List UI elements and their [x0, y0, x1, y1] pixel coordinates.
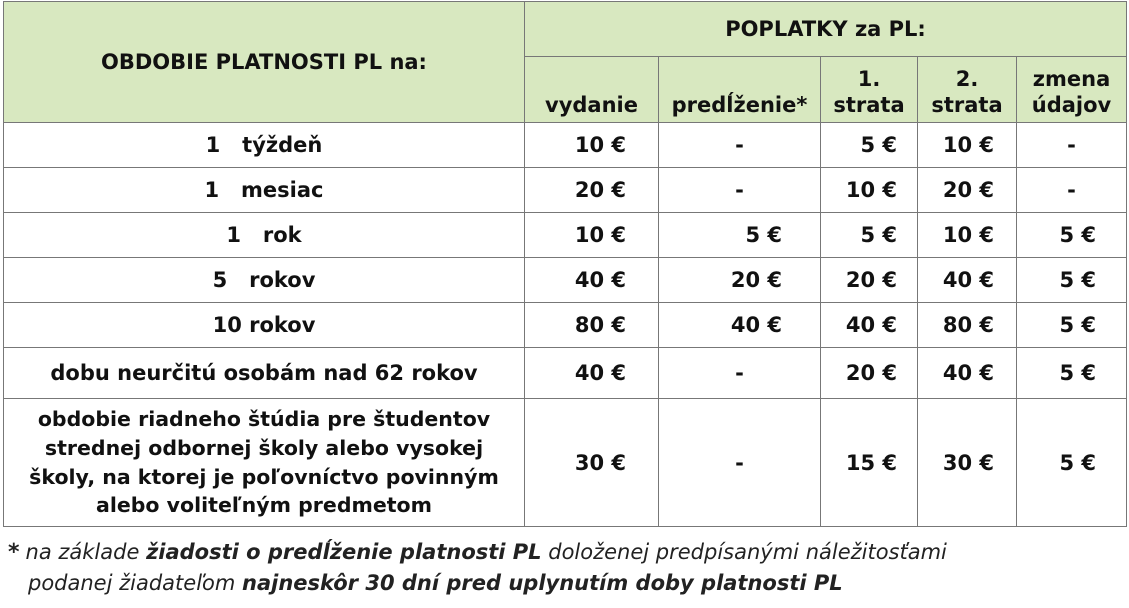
loss2-fee: 40 €	[918, 348, 1017, 399]
loss1-fee: 20 €	[821, 348, 918, 399]
footnote-text-3: podanej žiadateľom	[28, 571, 243, 595]
loss2-fee: 10 €	[918, 213, 1017, 258]
change-fee: 5 €	[1017, 213, 1127, 258]
period-line: alebo voliteľným predmetom	[95, 493, 433, 518]
footnote-emphasis-1: žiadosti o predĺženie platnosti PL	[146, 540, 542, 564]
period-line: školy, na ktorej je poľovníctvo povinným	[29, 464, 499, 489]
issue-fee: 40 €	[525, 258, 659, 303]
period-cell	[4, 348, 525, 399]
table-row	[4, 348, 1127, 399]
period-label: 1 rok	[226, 223, 302, 247]
footnote-line-1	[8, 537, 1123, 568]
issue-fee: 30 €	[525, 399, 659, 527]
footnote	[8, 537, 1123, 598]
header-row-1	[4, 2, 1127, 57]
footnote-emphasis-2: najneskôr 30 dní pred uplynutím doby platnosti PL	[242, 571, 843, 595]
loss1-fee: 5 €	[821, 123, 918, 168]
extension-fee: 40 €	[659, 303, 821, 348]
change-fee: -	[1017, 168, 1127, 213]
fees-table	[3, 1, 1127, 527]
issue-fee: 20 €	[525, 168, 659, 213]
col-header-issue	[525, 57, 659, 123]
col-header-loss1-num: 1.	[857, 66, 881, 91]
table-row	[4, 258, 1127, 303]
period-label: 10 rokov	[212, 313, 316, 337]
col-header-loss1-label: strata	[833, 92, 905, 117]
period-header: OBDOBIE PLATNOSTI PL na:	[4, 2, 525, 123]
loss2-fee: 20 €	[918, 168, 1017, 213]
issue-fee: 10 €	[525, 123, 659, 168]
change-fee: -	[1017, 123, 1127, 168]
extension-fee: -	[659, 399, 821, 527]
period-cell	[4, 213, 525, 258]
loss1-fee: 20 €	[821, 258, 918, 303]
period-cell	[4, 123, 525, 168]
col-header-change-line2: údajov	[1031, 92, 1112, 117]
extension-fee: -	[659, 348, 821, 399]
table-row	[4, 399, 1127, 527]
issue-fee: 10 €	[525, 213, 659, 258]
extension-fee: -	[659, 123, 821, 168]
col-header-change-line1: zmena	[1032, 66, 1111, 91]
footnote-line-2	[8, 568, 1123, 598]
change-fee: 5 €	[1017, 399, 1127, 527]
period-label: 5 rokov	[212, 268, 316, 292]
col-header-loss2-num: 2.	[955, 66, 979, 91]
footnote-text-1: na základe	[25, 540, 147, 564]
col-header-loss2-label: strata	[931, 92, 1003, 117]
issue-fee: 40 €	[525, 348, 659, 399]
table-row	[4, 123, 1127, 168]
period-line: strednej odbornej školy alebo vysokej	[44, 435, 484, 460]
fees-header: POPLATKY za PL:	[525, 2, 1127, 57]
col-header-extension-label: predĺženie*	[671, 92, 808, 117]
period-cell	[4, 399, 525, 527]
loss1-fee: 40 €	[821, 303, 918, 348]
table-row	[4, 303, 1127, 348]
table-row	[4, 168, 1127, 213]
loss2-fee: 30 €	[918, 399, 1017, 527]
col-header-issue-label: vydanie	[545, 92, 638, 117]
table-row	[4, 213, 1127, 258]
loss1-fee: 5 €	[821, 213, 918, 258]
period-cell	[4, 258, 525, 303]
period-label: 1 týždeň	[205, 133, 323, 157]
loss1-fee: 15 €	[821, 399, 918, 527]
issue-fee: 80 €	[525, 303, 659, 348]
extension-fee: 20 €	[659, 258, 821, 303]
change-fee: 5 €	[1017, 348, 1127, 399]
loss1-fee: 10 €	[821, 168, 918, 213]
asterisk-marker: *	[8, 540, 20, 565]
loss2-fee: 80 €	[918, 303, 1017, 348]
period-label: 1 mesiac	[204, 178, 324, 202]
period-line: obdobie riadneho štúdia pre študentov	[37, 407, 491, 432]
extension-fee: 5 €	[659, 213, 821, 258]
col-header-change	[1017, 57, 1127, 123]
period-cell	[4, 303, 525, 348]
loss2-fee: 40 €	[918, 258, 1017, 303]
col-header-extension	[659, 57, 821, 123]
extension-fee: -	[659, 168, 821, 213]
footnote-text-2: doloženej predpísanými náležitosťami	[541, 540, 947, 564]
col-header-loss1	[821, 57, 918, 123]
period-cell	[4, 168, 525, 213]
change-fee: 5 €	[1017, 303, 1127, 348]
period-label: dobu neurčitú osobám nad 62 rokov	[50, 361, 478, 385]
change-fee: 5 €	[1017, 258, 1127, 303]
loss2-fee: 10 €	[918, 123, 1017, 168]
col-header-loss2	[918, 57, 1017, 123]
